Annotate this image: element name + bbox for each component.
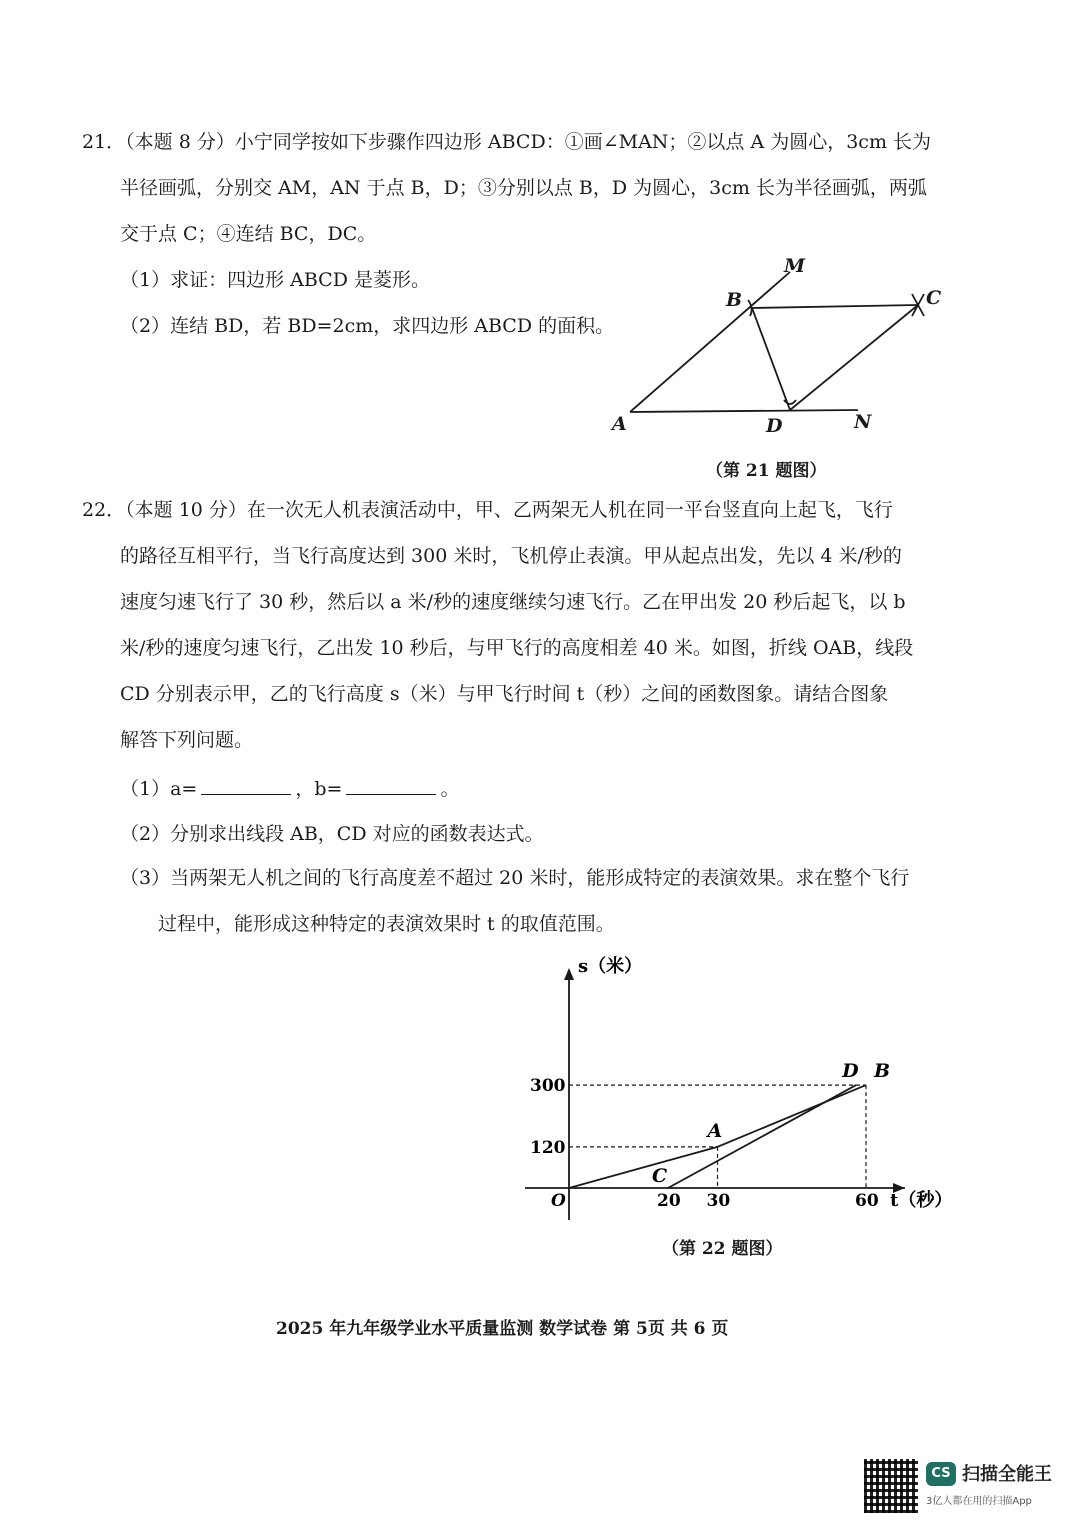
label-a: A [612, 413, 627, 435]
q21-caption: （第 21 题图） [706, 461, 827, 481]
camscanner-logo-icon: CS [926, 1462, 956, 1486]
q22-part3-line1: （3）当两架无人机之间的飞行高度差不超过 20 米时，能形成特定的表演效果。求在整个飞行 [120, 867, 910, 889]
q21-line3: 交于点 C；④连结 BC，DC。 [120, 223, 377, 245]
q22-line1: 22．（本题 10 分）在一次无人机表演活动中，甲、乙两架无人机在同一平台竖直向上起飞，飞行 [82, 499, 893, 521]
y-tick-300: 300 [530, 1076, 566, 1097]
point-label-b: B [874, 1060, 891, 1083]
y-tick-120: 120 [530, 1137, 566, 1158]
q22-line3: 速度匀速飞行了 30 秒，然后以 a 米/秒的速度继续匀速飞行。乙在甲出发 20 秒后起飞，以 b [120, 591, 906, 613]
x-tick-20: 20 [657, 1191, 681, 1211]
part1-a-label: （1）a= [120, 778, 198, 800]
q21-part1: （1）求证：四边形 ABCD 是菱形。 [120, 269, 430, 291]
answer-blank-b[interactable] [346, 776, 436, 795]
camscanner-name: 扫描全能王 [962, 1464, 1052, 1485]
segment-bd [752, 308, 790, 410]
x-tick-60: 60 [855, 1191, 879, 1211]
y-axis-arrow [564, 968, 574, 980]
q22-line2: 的路径互相平行，当飞行高度达到 300 米时，飞机停止表演。甲从起点出发，先以 4 米/秒的 [120, 545, 902, 567]
ray-an [630, 410, 858, 412]
q21-line1: 21．（本题 8 分）小宁同学按如下步骤作四边形 ABCD：①画∠MAN；②以点 A 为圆心，3cm 长为 [82, 131, 931, 153]
q22-caption: （第 22 题图） [662, 1239, 783, 1259]
part1-b-label: ，b= [295, 778, 343, 800]
q21-line2: 半径画弧，分别交 AM，AN 于点 B，D；③分别以点 B，D 为圆心，3cm 长为半径画弧，两弧 [120, 177, 927, 199]
qr-code-icon [864, 1459, 918, 1513]
label-n: N [854, 411, 872, 433]
segment-bc [752, 305, 918, 308]
q21-part2: （2）连结 BD，若 BD=2cm，求四边形 ABCD 的面积。 [120, 315, 615, 337]
q22-line4: 米/秒的速度匀速飞行，乙出发 10 秒后，与甲飞行的高度相差 40 米。如图，折线 OAB，线段 [120, 637, 914, 659]
point-label-c: C [652, 1165, 668, 1187]
part1-end: 。 [440, 778, 460, 800]
q22-part3-line2: 过程中，能形成这种特定的表演效果时 t 的取值范围。 [158, 913, 615, 935]
label-b: B [726, 289, 743, 311]
point-label-d: D [842, 1060, 859, 1083]
segment-dc [790, 305, 918, 410]
q21-figure [600, 250, 960, 450]
origin-label: O [551, 1191, 566, 1211]
q22-line6: 解答下列问题。 [120, 729, 254, 751]
x-axis-label: t（秒） [890, 1190, 953, 1211]
q22-part1 [120, 776, 950, 801]
q22-part2: （2）分别求出线段 AB，CD 对应的函数表达式。 [120, 823, 544, 845]
y-axis-label: s（米） [578, 956, 643, 977]
label-c: C [926, 287, 942, 309]
ray-am [630, 272, 790, 412]
q22-chart [500, 950, 980, 1230]
camscanner-tagline: 3亿人都在用的扫描App [926, 1496, 1032, 1507]
answer-blank-a[interactable] [201, 776, 291, 795]
q22-line5: CD 分别表示甲，乙的飞行高度 s（米）与甲飞行时间 t（秒）之间的函数图象。请结合图象 [120, 683, 889, 705]
point-label-a: A [707, 1119, 723, 1142]
label-m: M [784, 255, 806, 277]
page-footer: 2025 年九年级学业水平质量监测 数学试卷 第 5页 共 6 页 [276, 1319, 729, 1339]
x-tick-30: 30 [706, 1191, 731, 1211]
series-line-1 [668, 1085, 856, 1188]
label-d: D [766, 415, 783, 437]
